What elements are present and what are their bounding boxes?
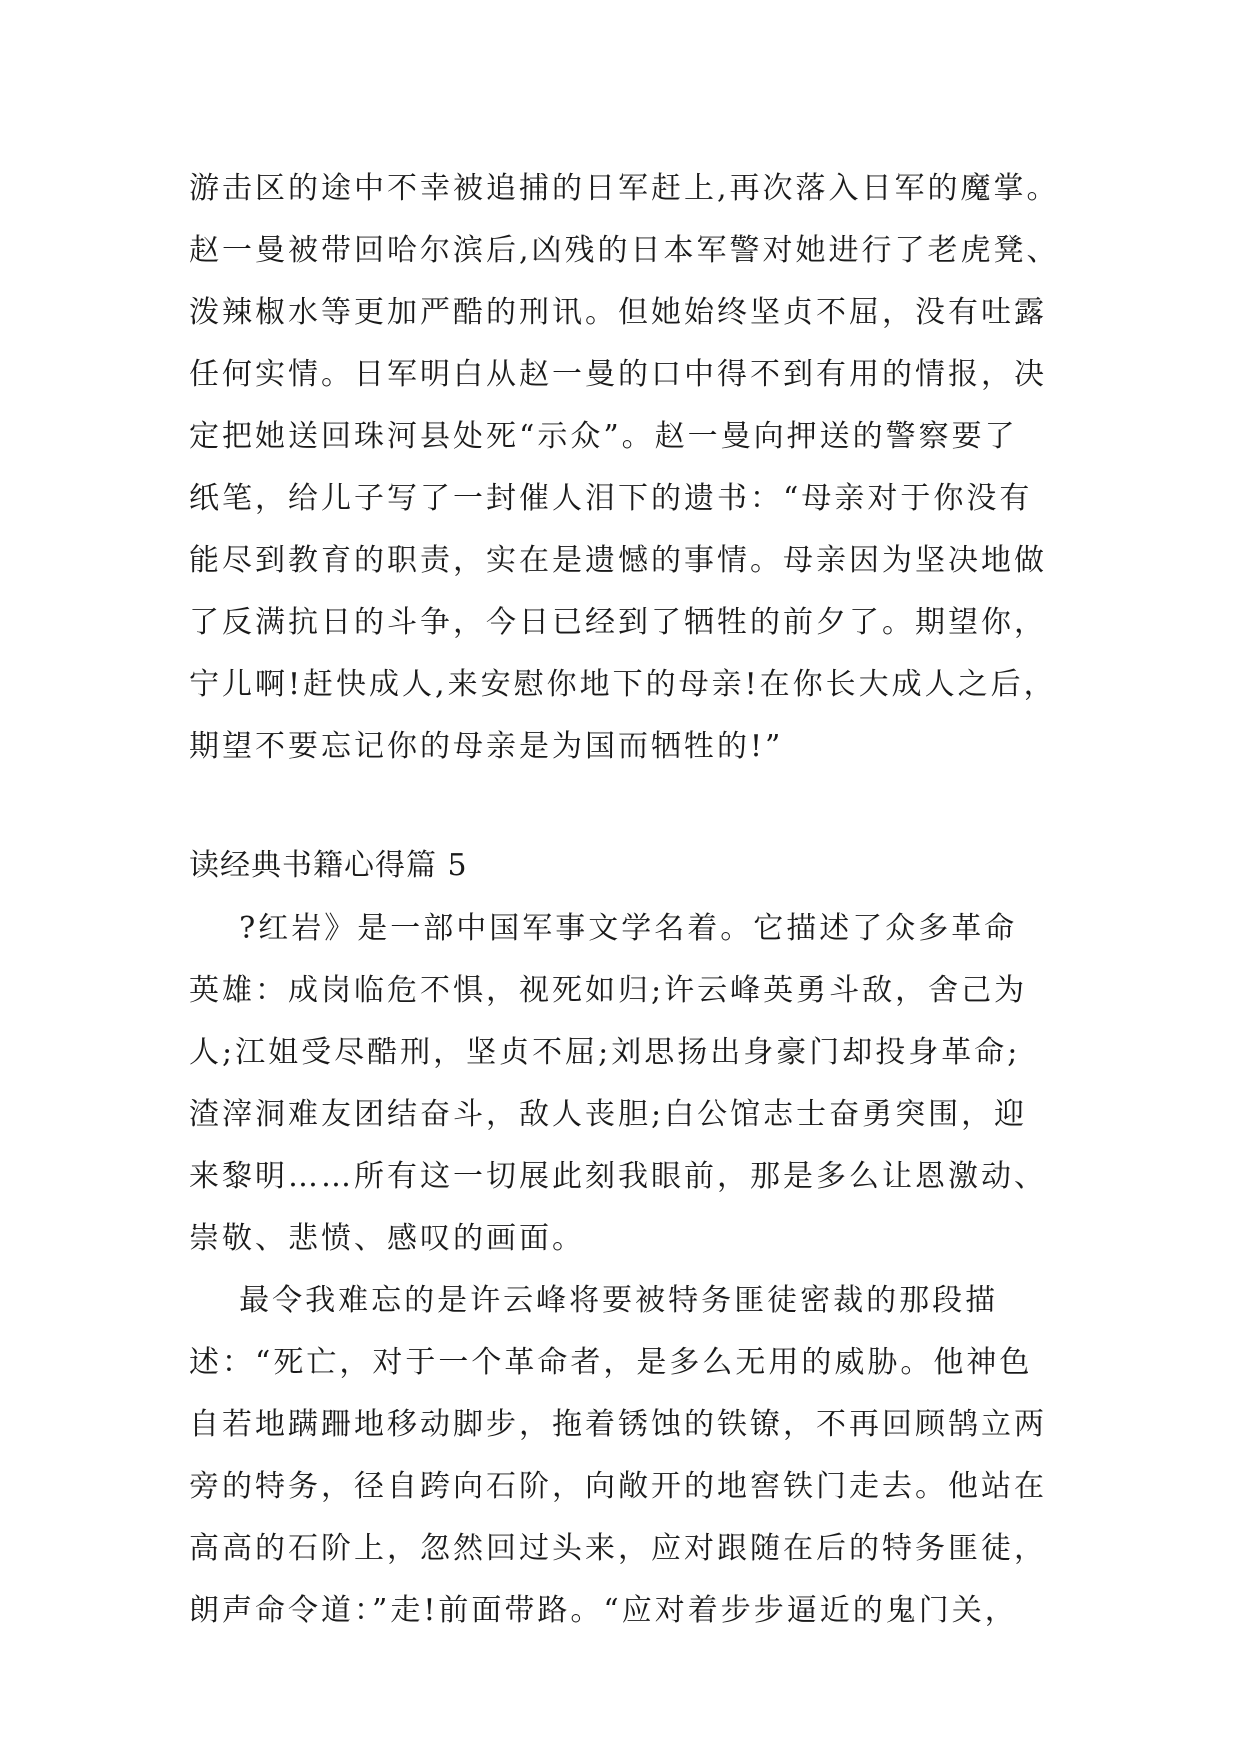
text-line: 朗声命令道：”走!前面带路。“应对着步步逼近的鬼门关，: [189, 1593, 1018, 1628]
text-line: 渣滓洞难友团结奋斗，敌人丧胆;白公馆志士奋勇突围，迎: [189, 1097, 1028, 1132]
section-spacer: [189, 778, 1129, 834]
text-line: 英雄：成岗临危不惧，视死如归;许云峰英勇斗敌，舍己为: [189, 973, 1028, 1008]
text-line: 任何实情。日军明白从赵一曼的口中得不到有用的情报，决: [189, 357, 1047, 392]
text-line: 赵一曼被带回哈尔滨后,凶残的日本军警对她进行了老虎凳、: [189, 233, 1060, 268]
text-line: 旁的特务，径自跨向石阶，向敞开的地窖铁门走去。他站在: [189, 1469, 1047, 1504]
text-line: 定把她送回珠河县处死“示众”。赵一曼向押送的警察要了: [189, 419, 1018, 454]
previous-section-continuation: [189, 158, 1129, 778]
text-line: 人;江姐受尽酷刑，坚贞不屈;刘思扬出身豪门却投身革命;: [189, 1035, 1021, 1070]
text-line: ?红岩》是一部中国军事文学名着。它描述了众多革命: [189, 911, 1018, 946]
text-line: 能尽到教育的职责，实在是遗憾的事情。母亲因为坚决地做: [189, 543, 1047, 578]
section-5: [189, 834, 1129, 1642]
text-line: 宁儿啊!赶快成人,来安慰你地下的母亲!在你长大成人之后，: [189, 667, 1057, 702]
text-line: 自若地蹒跚地移动脚步，拖着锈蚀的铁镣，不再回顾鹄立两: [189, 1407, 1047, 1442]
text-line: 来黎明……所有这一切展此刻我眼前，那是多么让恩激动、: [189, 1159, 1047, 1194]
text-line: 述：“死亡，对于一个革命者，是多么无用的威胁。他神色: [189, 1345, 1033, 1380]
text-line: 崇敬、悲愤、感叹的画面。: [189, 1221, 585, 1256]
text-line: 游击区的途中不幸被追捕的日军赶上,再次落入日军的魔掌。: [189, 171, 1060, 206]
text-line: 期望不要忘记你的母亲是为国而牺牲的!”: [189, 729, 784, 764]
text-line: 最令我难忘的是许云峰将要被特务匪徒密裁的那段描: [189, 1283, 999, 1318]
text-line: 泼辣椒水等更加严酷的刑讯。但她始终坚贞不屈，没有吐露: [189, 295, 1047, 330]
document-body: [189, 158, 1129, 1642]
text-line: 高高的石阶上，忽然回过头来，应对跟随在后的特务匪徒，: [189, 1531, 1047, 1566]
text-line: 纸笔，给儿子写了一封催人泪下的遗书：“母亲对于你没有: [189, 481, 1033, 516]
section-heading: 读经典书籍心得篇 5: [189, 848, 468, 883]
text-line: 了反满抗日的斗争，今日已经到了牺牲的前夕了。期望你，: [189, 605, 1047, 640]
